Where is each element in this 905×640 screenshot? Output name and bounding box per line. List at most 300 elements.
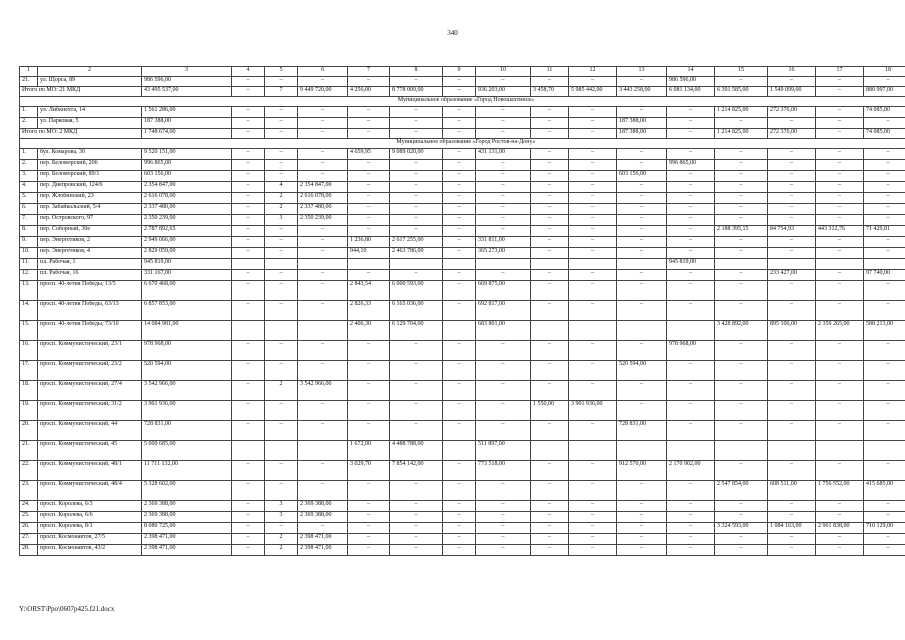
address-cell: ул. Щорса, 89 (38, 77, 142, 87)
value-cell: – (569, 461, 617, 481)
value-cell: 2 188 395,15 (715, 226, 768, 237)
value-cell: 3 901 936,00 (142, 401, 232, 421)
value-cell: – (265, 226, 298, 237)
value-cell: – (715, 301, 768, 321)
value-cell: – (443, 182, 476, 193)
value-cell: 2 616 078,00 (142, 193, 232, 204)
value-cell: 2 369 388,00 (142, 501, 232, 512)
value-cell: 272 376,00 (768, 129, 816, 139)
value-cell: – (232, 171, 265, 182)
value-cell: – (390, 160, 443, 171)
value-cell: – (715, 171, 768, 182)
value-cell: – (768, 461, 816, 481)
value-cell: 2 170 902,00 (667, 461, 715, 481)
value-cell: – (232, 545, 265, 556)
value-cell: – (864, 361, 905, 381)
value-cell: – (715, 248, 768, 259)
value-cell: 2 398 471,00 (298, 545, 348, 556)
value-cell: – (715, 361, 768, 381)
value-cell: – (443, 381, 476, 401)
row-number: 15. (20, 321, 38, 341)
value-cell: – (864, 281, 905, 301)
value-cell (864, 441, 905, 461)
value-cell: – (617, 401, 667, 421)
address-cell: просп. Коммунистический, 27/4 (38, 381, 142, 401)
value-cell: – (232, 77, 265, 87)
value-cell: – (617, 149, 667, 160)
value-cell (232, 441, 265, 461)
value-cell: – (298, 237, 348, 248)
value-cell: – (768, 545, 816, 556)
value-cell (715, 441, 768, 461)
row-number: 18. (20, 381, 38, 401)
value-cell: – (443, 237, 476, 248)
value-cell: 1 549 099,00 (768, 87, 816, 97)
table-row (20, 160, 905, 171)
address-cell: пер. Днепровский, 124/6 (38, 182, 142, 193)
value-cell: – (864, 193, 905, 204)
value-cell: – (667, 237, 715, 248)
value-cell: – (348, 361, 390, 381)
header-cell: 8 (390, 67, 443, 77)
value-cell: – (232, 341, 265, 361)
value-cell: – (443, 129, 476, 139)
value-cell: – (232, 149, 265, 160)
table-row (20, 171, 905, 182)
value-cell: 2 359 265,00 (816, 321, 864, 341)
value-cell: – (531, 171, 569, 182)
value-cell: – (715, 501, 768, 512)
value-cell: – (768, 204, 816, 215)
value-cell: 1 672,00 (348, 441, 390, 461)
value-cell: 9 520 151,00 (142, 149, 232, 160)
row-number: 9. (20, 237, 38, 248)
value-cell: – (476, 118, 531, 129)
value-cell: – (232, 534, 265, 545)
value-cell: – (232, 461, 265, 481)
value-cell: – (232, 107, 265, 118)
row-number: 22. (20, 461, 38, 481)
value-cell: – (531, 237, 569, 248)
value-cell: – (768, 215, 816, 226)
table-row (20, 441, 905, 461)
value-cell: – (348, 401, 390, 421)
table-row (20, 107, 905, 118)
value-cell: 710 129,00 (864, 523, 905, 534)
value-cell: – (348, 171, 390, 182)
value-cell: 2 (265, 204, 298, 215)
row-number: 19. (20, 401, 38, 421)
value-cell: – (569, 160, 617, 171)
value-cell: – (617, 301, 667, 321)
value-cell: 6 000 593,00 (390, 281, 443, 301)
value-cell: – (265, 270, 298, 281)
table-row (20, 461, 905, 481)
value-cell: – (348, 215, 390, 226)
value-cell: 1 748 674,00 (142, 129, 232, 139)
row-number: 21. (20, 77, 38, 87)
header-cell: 7 (348, 67, 390, 77)
value-cell: – (617, 270, 667, 281)
value-cell: – (667, 361, 715, 381)
row-number: 11. (20, 259, 38, 270)
table-row (20, 301, 905, 321)
value-cell: – (816, 270, 864, 281)
value-cell: 2 398 471,00 (142, 534, 232, 545)
value-cell: – (569, 512, 617, 523)
value-cell: – (390, 401, 443, 421)
value-cell: – (569, 361, 617, 381)
value-cell: 84 754,93 (768, 226, 816, 237)
value-cell: – (443, 421, 476, 441)
table-row (20, 193, 905, 204)
value-cell: – (298, 401, 348, 421)
value-cell: – (443, 534, 476, 545)
row-number: 1. (20, 149, 38, 160)
value-cell: – (298, 248, 348, 259)
value-cell: – (443, 401, 476, 421)
value-cell: – (715, 534, 768, 545)
value-cell (265, 441, 298, 461)
value-cell: – (443, 281, 476, 301)
value-cell: – (667, 118, 715, 129)
value-cell: – (476, 77, 531, 87)
value-cell: – (715, 182, 768, 193)
row-number: 27. (20, 534, 38, 545)
value-cell: – (617, 160, 667, 171)
value-cell: – (232, 248, 265, 259)
row-number: 2. (20, 160, 38, 171)
value-cell: 11 711 132,00 (142, 461, 232, 481)
value-cell (265, 259, 298, 270)
value-cell: – (569, 421, 617, 441)
value-cell: – (265, 129, 298, 139)
value-cell: – (390, 107, 443, 118)
value-cell: – (667, 204, 715, 215)
value-cell: – (667, 545, 715, 556)
value-cell: – (864, 421, 905, 441)
header-row (20, 67, 905, 77)
value-cell: – (715, 149, 768, 160)
value-cell: – (476, 501, 531, 512)
address-cell: просп. Королева, 6/3 (38, 501, 142, 512)
value-cell: 511 897,00 (476, 441, 531, 461)
value-cell: – (232, 401, 265, 421)
value-cell: – (348, 523, 390, 534)
value-cell: 1 561 286,00 (142, 107, 232, 118)
value-cell: – (768, 248, 816, 259)
footer-file-path: Y:\ORST\Ppo\0607p425.f21.docx (19, 605, 115, 613)
value-cell: – (569, 270, 617, 281)
value-cell: 773 518,00 (476, 461, 531, 481)
value-cell: – (443, 523, 476, 534)
value-cell: – (617, 341, 667, 361)
value-cell: – (617, 545, 667, 556)
value-cell: 944,10 (348, 248, 390, 259)
value-cell (390, 259, 443, 270)
value-cell: – (768, 361, 816, 381)
value-cell: – (298, 129, 348, 139)
header-cell: 2 (38, 67, 142, 77)
row-number: 8. (20, 226, 38, 237)
value-cell: 945 819,00 (667, 259, 715, 270)
value-cell: – (531, 421, 569, 441)
value-cell: – (667, 512, 715, 523)
value-cell: – (232, 87, 265, 97)
value-cell: – (348, 160, 390, 171)
value-cell: 187 388,00 (142, 118, 232, 129)
value-cell: 2 369 388,00 (142, 512, 232, 523)
value-cell: 8 080 725,00 (142, 523, 232, 534)
value-cell (298, 259, 348, 270)
value-cell: – (569, 215, 617, 226)
value-cell: 669 875,00 (476, 281, 531, 301)
value-cell: 1 214 825,00 (715, 129, 768, 139)
address-cell: просп. Коммунистический, 23/1 (38, 341, 142, 361)
value-cell: 9 089 020,00 (390, 149, 443, 160)
total-row (20, 129, 905, 139)
value-cell: – (569, 237, 617, 248)
value-cell: – (298, 281, 348, 301)
value-cell: 2 369 388,00 (298, 512, 348, 523)
value-cell (768, 441, 816, 461)
address-cell: пл. Рабочая, 1 (38, 259, 142, 270)
value-cell: – (531, 226, 569, 237)
value-cell: 5 985 442,00 (569, 87, 617, 97)
value-cell (348, 259, 390, 270)
value-cell: 520 594,00 (142, 361, 232, 381)
value-cell: – (816, 204, 864, 215)
value-cell: 4 (265, 182, 298, 193)
address-cell: пер. Беломорский, 89/1 (38, 171, 142, 182)
value-cell: – (232, 512, 265, 523)
value-cell: – (390, 204, 443, 215)
value-cell: – (298, 160, 348, 171)
row-number: 4. (20, 182, 38, 193)
value-cell: 5 000 685,00 (142, 441, 232, 461)
value-cell: – (864, 512, 905, 523)
value-cell (265, 321, 298, 341)
value-cell: – (617, 523, 667, 534)
value-cell: – (715, 118, 768, 129)
value-cell: 365 273,00 (476, 248, 531, 259)
total-label: Итого по МО: 2 МКД (20, 129, 142, 139)
value-cell: – (816, 107, 864, 118)
value-cell: 3 029,70 (348, 461, 390, 481)
value-cell: – (617, 215, 667, 226)
address-cell: просп. Коммунистический, 48/4 (38, 481, 142, 501)
value-cell: 4 659,95 (348, 149, 390, 160)
value-cell: – (569, 118, 617, 129)
value-cell: – (298, 341, 348, 361)
address-cell: просп. Космонавтов, 43/2 (38, 545, 142, 556)
header-cell: 13 (617, 67, 667, 77)
value-cell: – (816, 381, 864, 401)
value-cell: – (348, 512, 390, 523)
value-cell: – (265, 248, 298, 259)
value-cell: – (617, 237, 667, 248)
value-cell (816, 259, 864, 270)
table-row (20, 361, 905, 381)
value-cell: – (265, 160, 298, 171)
value-cell: – (768, 77, 816, 87)
value-cell: 6 165 036,00 (390, 301, 443, 321)
address-cell: просп. Космонавтов, 27/5 (38, 534, 142, 545)
value-cell: – (476, 545, 531, 556)
value-cell: – (348, 341, 390, 361)
value-cell: 2 547 854,00 (715, 481, 768, 501)
address-cell: просп. Коммунистический, 45 (38, 441, 142, 461)
value-cell: – (443, 361, 476, 381)
row-number: 16. (20, 341, 38, 361)
value-cell: – (476, 401, 531, 421)
value-cell: 978 968,00 (142, 341, 232, 361)
value-cell: 683 801,00 (476, 321, 531, 341)
value-cell: – (667, 226, 715, 237)
value-cell: – (816, 534, 864, 545)
value-cell: – (531, 461, 569, 481)
table-row (20, 204, 905, 215)
row-number: 1. (20, 107, 38, 118)
value-cell: – (476, 204, 531, 215)
value-cell: 986 596,00 (667, 77, 715, 87)
value-cell: – (265, 481, 298, 501)
value-cell (715, 259, 768, 270)
value-cell: – (390, 501, 443, 512)
header-cell: 12 (569, 67, 617, 77)
table-row (20, 401, 905, 421)
value-cell: – (390, 215, 443, 226)
value-cell: – (617, 501, 667, 512)
value-cell (531, 321, 569, 341)
value-cell: 187 388,00 (617, 129, 667, 139)
value-cell: – (298, 107, 348, 118)
value-cell: – (476, 107, 531, 118)
value-cell: – (443, 160, 476, 171)
value-cell: – (476, 160, 531, 171)
address-cell: ул. Парковая, 5 (38, 118, 142, 129)
value-cell: 5 328 602,00 (142, 481, 232, 501)
value-cell: 2 463 786,00 (390, 248, 443, 259)
value-cell: – (816, 237, 864, 248)
table-row (20, 341, 905, 361)
value-cell: – (531, 341, 569, 361)
value-cell: 2 (265, 381, 298, 401)
value-cell: 3 443 258,00 (617, 87, 667, 97)
value-cell: 603 156,00 (142, 171, 232, 182)
value-cell: – (667, 270, 715, 281)
value-cell: – (265, 118, 298, 129)
value-cell: 2 398 471,00 (298, 534, 348, 545)
value-cell: – (768, 421, 816, 441)
value-cell: – (531, 149, 569, 160)
value-cell: – (232, 481, 265, 501)
address-cell: просп. 40-летия Победы, 73/10 (38, 321, 142, 341)
header-cell: 17 (816, 67, 864, 77)
value-cell: – (348, 107, 390, 118)
value-cell: – (443, 248, 476, 259)
value-cell: – (265, 401, 298, 421)
table-row (20, 270, 905, 281)
value-cell: – (816, 301, 864, 321)
table-row (20, 215, 905, 226)
value-cell: – (390, 512, 443, 523)
table-row (20, 421, 905, 441)
value-cell: – (864, 341, 905, 361)
value-cell: 2 961 838,00 (816, 523, 864, 534)
value-cell: – (476, 129, 531, 139)
value-cell: – (667, 534, 715, 545)
row-number: 20. (20, 421, 38, 441)
value-cell: – (476, 193, 531, 204)
value-cell: – (531, 193, 569, 204)
value-cell: – (816, 401, 864, 421)
value-cell: – (232, 160, 265, 171)
value-cell: – (768, 193, 816, 204)
value-cell: – (348, 118, 390, 129)
value-cell: 692 817,00 (476, 301, 531, 321)
value-cell: – (569, 281, 617, 301)
row-number: 23. (20, 481, 38, 501)
value-cell: – (348, 501, 390, 512)
value-cell: 986 596,00 (142, 77, 232, 87)
table-row (20, 77, 905, 87)
value-cell: – (298, 301, 348, 321)
header-cell: 16 (768, 67, 816, 77)
value-cell: – (768, 118, 816, 129)
value-cell: – (298, 226, 348, 237)
value-cell: 2 617 255,00 (390, 237, 443, 248)
header-cell: 1 (20, 67, 38, 77)
value-cell: – (816, 341, 864, 361)
value-cell: 3 (265, 501, 298, 512)
row-number: 25. (20, 512, 38, 523)
value-cell: 945 819,00 (142, 259, 232, 270)
value-cell: – (617, 193, 667, 204)
value-cell: – (443, 301, 476, 321)
value-cell: – (443, 149, 476, 160)
value-cell: – (531, 248, 569, 259)
value-cell: – (617, 107, 667, 118)
value-cell: 1 550,00 (531, 401, 569, 421)
table-row (20, 321, 905, 341)
value-cell: – (715, 545, 768, 556)
table-row (20, 237, 905, 248)
value-cell: 6 129 704,00 (390, 321, 443, 341)
value-cell: – (476, 215, 531, 226)
address-cell: пл. Рабочая, 16 (38, 270, 142, 281)
value-cell: – (348, 270, 390, 281)
value-cell: 4 488 788,00 (390, 441, 443, 461)
value-cell: 9 449 720,00 (298, 87, 348, 97)
value-cell: 7 854 142,00 (390, 461, 443, 481)
value-cell (569, 441, 617, 461)
value-cell: – (667, 149, 715, 160)
header-cell: 15 (715, 67, 768, 77)
value-cell: 2 350 239,00 (298, 215, 348, 226)
value-cell: – (768, 534, 816, 545)
value-cell: – (816, 461, 864, 481)
value-cell: – (864, 534, 905, 545)
value-cell: 14 084 981,00 (142, 321, 232, 341)
value-cell: 2 354 847,00 (298, 182, 348, 193)
value-cell: 3 428 892,00 (715, 321, 768, 341)
value-cell: – (298, 118, 348, 129)
value-cell: – (476, 182, 531, 193)
address-cell: просп. 40-летия Победы, 63/13 (38, 301, 142, 321)
value-cell: – (531, 107, 569, 118)
value-cell: – (569, 545, 617, 556)
